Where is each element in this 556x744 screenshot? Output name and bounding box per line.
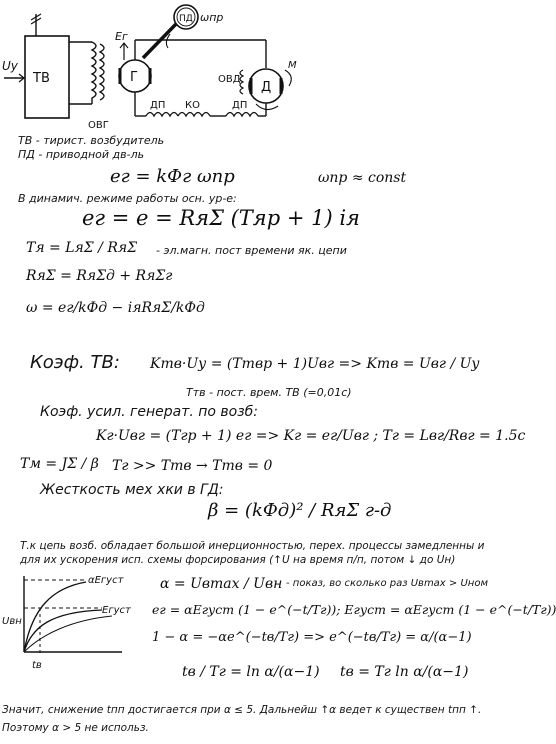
eq-speed: ω = eг/kФд − iяRяΣ/kФд bbox=[26, 300, 205, 316]
eq-armature-circuit: eг = e = RяΣ (Tяp + 1) iя bbox=[82, 206, 360, 230]
graph-label-u-vn: Uвн bbox=[2, 616, 22, 627]
eq-emf-forcing: eг = αEгуст (1 − e^(−t/Tг)); Eгуст = αEгуст (1 − e^(−t/Tг)) bbox=[152, 602, 556, 617]
eq-tv-gain-note: Tтв - пост. врем. ТВ (=0,01с) bbox=[186, 386, 352, 399]
legend-tv: ТВ - тирист. возбудитель bbox=[18, 134, 165, 147]
circuit-schematic bbox=[0, 0, 300, 140]
dynamic-mode-heading: В динамич. режиме работы осн. ур-е: bbox=[18, 192, 237, 205]
eq-forcing-time-1: 1 − α = −αe^(−tв/Tг) => e^(−tв/Tг) = α/(α−1) bbox=[152, 630, 472, 645]
eq-forcing-time-2: tв / Tг = ln α/(α−1) bbox=[182, 664, 320, 680]
koef-gen-label: Коэф. усил. генерат. по возб: bbox=[40, 404, 259, 420]
label-ovd: ОВД bbox=[218, 74, 241, 85]
forcing-graph bbox=[2, 568, 142, 678]
legend-pd: ПД - приводной дв-ль bbox=[18, 148, 145, 161]
label-g: Г bbox=[130, 70, 138, 85]
label-eg: Eг bbox=[115, 30, 128, 43]
label-uy: Uу bbox=[2, 59, 18, 73]
forcing-paragraph-line-1: Т.к цепь возб. обладает большой инерционностью, перех. процессы замедленны и bbox=[20, 540, 485, 552]
graph-label-t-b: tв bbox=[32, 660, 42, 671]
eq-gen-gain: Kг·Uвг = (Tгp + 1) eг => Kг = eг/Uвг ; Tг = Lвг/Rвг = 1.5с bbox=[96, 428, 526, 444]
eq-stiffness: β = (kФд)² / RяΣ г-д bbox=[208, 500, 392, 521]
eq-total-resistance: RяΣ = RяΣд + RяΣг bbox=[26, 268, 173, 284]
eq-time-constant-note: - эл.магн. пост времени як. цепи bbox=[156, 244, 347, 257]
label-pd: ПД bbox=[179, 14, 193, 24]
label-m: M bbox=[288, 60, 297, 71]
eq-mech-time: Tм = JΣ / β bbox=[20, 456, 99, 472]
stiffness-label: Жесткость мех хки в ГД: bbox=[40, 482, 224, 498]
conclusion-line-2: Поэтому α > 5 не использ. bbox=[2, 722, 149, 734]
graph-label-e-ust: Eгуст bbox=[102, 605, 131, 616]
eq-tg-tv: Tг >> Tтв → Tтв = 0 bbox=[112, 458, 273, 474]
eq-omega-const: ωпр ≈ const bbox=[318, 170, 407, 186]
label-dp-1: ДП bbox=[150, 100, 166, 111]
eq-tv-gain: Kтв·Uу = (Tтвp + 1)Uвг => Kтв = Uвг / Uу bbox=[150, 356, 480, 372]
label-dp-2: ДП bbox=[232, 100, 248, 111]
koef-tv-label: Коэф. ТВ: bbox=[30, 352, 120, 373]
forcing-paragraph-line-2: для их ускорения исп. схемы форсирования (↑U на время п/п, потом ↓ до Uн) bbox=[20, 554, 456, 566]
eq-forcing-time-3: tв = Tг ln α/(α−1) bbox=[340, 664, 469, 680]
label-tv: ТВ bbox=[33, 71, 50, 86]
graph-label-alpha-e: αEгуст bbox=[88, 575, 124, 586]
label-omega-pr: ωпр bbox=[200, 11, 224, 24]
label-d: Д bbox=[261, 80, 272, 95]
eq-forcing-ratio: α = Uвmax / Uвн bbox=[160, 576, 283, 592]
label-ovg: ОВГ bbox=[88, 120, 109, 131]
label-ko: КО bbox=[185, 100, 200, 111]
eq-generator-emf: eг = kФг ωпр bbox=[110, 166, 235, 187]
eq-time-constant: Tя = LяΣ / RяΣ bbox=[26, 240, 138, 256]
eq-forcing-ratio-note: - показ, во сколько раз Uвmax > Uном bbox=[286, 578, 488, 589]
conclusion-line-1: Значит, снижение tпп достигается при α ≤ 5. Дальнейш ↑α ведет к существен tпп ↑. bbox=[2, 704, 482, 716]
